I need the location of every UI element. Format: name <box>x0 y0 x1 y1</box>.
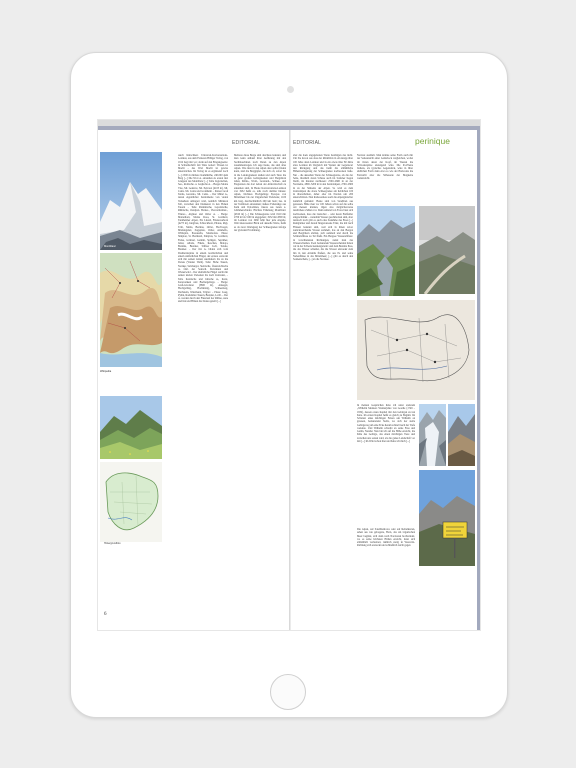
relief-map[interactable] <box>100 253 162 367</box>
left-page[interactable] <box>98 130 289 631</box>
left-text-column-2: Mehrere diese Berge sind durchaus bekannt, und man kann anhand ihrer Auflistung mit den Suchmaschinen noch Daten zu den Alpen zusammentragen. Ich sage heute, das sind alles Alpen. Was man in den Alpen aber selbst finden kann, sind die Berggipfel, die sich oft, sofort bis in die Landesgrenzen ziehen und auch Tiere die in ganz großen Gebirgsketten und Bergtälern leben, Klima-, Wald-, Grasland-, Schnee- und Eisgrenzen die dort neben der Almwirtschaft zu erkunden sind. In Heute Konversations-Lexikon von 1932 heißt es, teils noch darüber hinaus: Alpen, höchstes Hochgebirge Europas von Mittelmeer bis zur Ungarischen Tiefebene; 1100 km lang, durchschnittlich 200 km breit; bes. in der Tertiärzeit entstanden; äußere Faltenzüge aus Kalk und Dolomiten, innere aus Gneis u. Glimmerschiefer. Höchste Erhebung Montblanc (4810 m) [...] Die Schneegrenze wird 1910 mit 2700 m bis 3100 m angegeben; 1932 mit 2800 m; im Lexikon von 1960 fehlt hier jede Angabe. Weit interessanter Blick auf aktuelle Werte, heißt es da zwar: Rückgang der Schneegrenze infolge der globalen Erwärmung. <box>234 154 286 232</box>
magazine-logo: perinique <box>415 136 450 146</box>
road-photo[interactable] <box>419 206 475 294</box>
map-caption: Wikipedia <box>100 370 112 373</box>
right-edge-bar <box>477 130 481 631</box>
right-text-lower-2: Die Alpen, auf Satellitenfotos oder auf Reliefkarten, sehen aus wie gebogene, Horn, das am Ligurischen Meer beginnt, sich dann nach Nordosten hochwindet, wo es seine höchsten Höhen erreicht, dann sich allmählich verbreitert, nämlich stetig in West-Ost-Richtung sich erstreckt und schließlich leicht gegen <box>357 528 415 548</box>
map-credit: Hintergrundfoto <box>104 542 121 545</box>
home-button[interactable] <box>270 674 306 710</box>
right-text-column-1: aber die dazu angegebenen Werte bestätigen das nicht. Um Sie davon aus dass der Rückblick in ein knapp über 100 Jahre alten Lexikon und in ein etwas über 80 Jahre altes Lexikon im Vergleich mit Werten der Gegenwart den Rückgang und das heißt die allmähliche Höhenverlagerung der Schneegrenze nachweisen ließe. Nur – die aktuellen Werte der Schneegrenze, als die der Seite, überhalb deren Schnee auch im Sommer liegen bleibt, im Internet nachlesen: 2500–2600 m an der Nordseite, 2800–3200 m in den Zentralalpen, 2700–2800 m an der Südseite der Alpen. So wird es dem Zentralalpen die obere Schneegrenze am lieblichen 100 m überschritten, daher aber im Norden um 200 unterschritten. Nun Insbesondere auch die Alpengletscher natürlich geändert: Heute sind von Satelliten aus genessen. Hätte man vor 100 Jahren schon auf die selbe Art messen können, lägen also möglicherweise deutlichere Zahlen vor. Denn anhand von Fotos lässt sich nachweisen, dass die Gletscher – oder deren Endfelder eingeschränkt – weiterhin Wasser geschmolzen sind, aber dennoch noch gibt es auch eine Zunahme des Eises [...] Reingärtner und darauf hingewiesene Täler, die mit nach Flüssen benannt sind, weil sich in ihnen zuvor zurückweichende Wasser sammelt, das an den Bergen und Bergtälern abrinnt, sich sammelt und durch die Schmelzflüsse zu Tal fließt. Ein Bergsee Wasserabfluss: in verschiedenen Richtungen, nennt man das Wasserscheiden. Zwei bedeutende Wasserscheiden haben wir in der Schweiz kennengelernt: Auf dem Bernina Pass, die das Wasser scheidet, die die Wasser entweder zum Inn in den Atlantik fließen, die aus Po und seine Nebenflüsse in das Mittelmeer; [...] gibt es durch den Sonnenschein, [...] an die Nordsee. <box>293 154 353 261</box>
right-text-lower-1: In meinen Gesprächen habe ich unter anderem „Wilhelm Meisters Wanderjahre von Goethe (1749 – 1832), dessen erstes Kapitel mit den Gebirgen zu tun hatte. Im ersten Kapitel heißt es gleich zu Beginn: Im Schatten eines mächtigen Felsen saß Wilhelm an grausen, bedeutender Stelle, wo sich der steile Gebirgsweg um eine Ecke herum schnell nach der Tiefe wendete. Und Wilhelm schreibt an seine Frau und Gattin, Natalie: Nun bin ich auf die Höhe erreicht, die höhe des Gebirgs, das einen mächtigen Tiere und zwischen uns setzen wird, als die ganze Landschaft vor mir [...] Im Wald schon hier und habe ich mich [...] <box>357 404 415 443</box>
meadow-photo[interactable] <box>100 396 162 459</box>
hand-drawn-map[interactable] <box>357 300 475 400</box>
tablet-frame <box>70 52 508 718</box>
magazine-spread[interactable] <box>97 119 481 631</box>
camera-dot <box>287 86 294 93</box>
pass-sign-photo[interactable] <box>419 470 475 566</box>
right-text-column-2: Nordost ausläuft. Man könnte seine Form auch mit der Seiteansicht einer Gamsbock vergleichen, wobei im Osten deren der Kopf, im Westen die Schwanzspitze ansteigend wäre. Die Po-Ebene Italiens, als typisches Gegenstück, wäre in Ihrer südlichen Form dann etwa so wie der Horizonte die Fernsicht aber die Silhouette der Bergkette weiterreicht. <box>357 154 413 180</box>
left-page-header: EDITORIAL <box>232 140 261 146</box>
mountain-photo[interactable] <box>100 152 162 250</box>
left-text-column-1: Auch Kürschners Universal-Konversations-Lexikon, aus dem Ferneren Hilliger Verlag, von 1912 liegt mir vor; darin auf den Eingangsseite: in Schreibschrift mit Tinte notiert: Wissen ist Macht – das Wort Macht ist gewiss unterstrichen. Im Verlag ist es ergänzend noch [...] 2500 m mittlere Kammhöhe, 240.000 qkm Berg [...] Die Wort A. entstehen zu ersten mal Gruppen des Montblanc [...] Teile Ligurischen, See-, Rottische- u. Grajische A. – Berges Monte Viso, Mt. Genèvre, Mt. Pelvoux (4103 m), Mt. Cenis. Mt. Cenis und Großheim – Penser Groß Tenda, Gevenno, Mt. Cenis. – Der Mittel A., denen eigentlicher Zentralkette von vielen Verkehren umlagert wird, nemlich Mittleren Teil, zwischen den Dreikeren in den Hohen Tauern – Teile Penninische, Lepontische, Rhätische, Ostalpen. Berner-, Vierwaldstätter-, Thurer-, Algäuer und Ortler A. – Berge: Matterhorn, Monte Rosa, St. Gotthard, Tannheimer Alpen, Piz Linard, Finsteraarhorn (4275 m), Jungfrau, Schreckhorn, Pilatus, Rigi, Tödi, Säntis, Bernina, Ortler, Hochvogel, Mädelegabel, Zugspitze, Ortler, Adamello, Wildspitz, Presanella, Marmolata. Pässe: Simplon, St. Bernhard, Simplon, St. Gotthard, Furka, Grimsel, Gemmi, Splügen, Septimer, Julier, Albula, Flüela, Reschen, Maloja, Bernina, Brenner, Stilfser Joch, Tonale, Brenner. – Der Ost A. bilden sich vom Dreiherrnspitze in einem nordöstlichen und einem südöstlichen Flügel, der erstere erstreckt sich mit seinen letzten Ausläufern bis an die Donau (Wiener Wald). Teile: Hohe Tauern, Noriker, Salzburger, Steirische, Österreichische A. Östl. der Salzach. Dolomiten und Wienerwald – Der südöstliche Flügel reicht mit seinen letzten Vorketten bis nach Zentralen, – Teile Karnische und Julische A., Karst, Karawanken und Bachergebirge. – Berge: Groß-Glockner (3800 m), Ankogel, Hochgolling, Hochkönig, Schneeberg, Dachstein, Watzmann, Triglav. – Pässe: Lueg, Pyhrn, Radstädter Tauern, Brenner, Loibl. – Der A. werden durch den Flusslauf der Rhône, Aare und Inn und Höhen die Donau geteilt [...] <box>178 154 228 304</box>
right-page-header: EDITORIAL <box>293 140 322 146</box>
ridge-photo[interactable] <box>448 404 475 466</box>
right-page[interactable] <box>291 130 481 631</box>
swiss-map[interactable] <box>100 462 162 542</box>
valley-photo[interactable] <box>357 206 415 296</box>
page-number: 6 <box>104 612 107 617</box>
glacier-photo[interactable] <box>419 404 446 466</box>
photo-caption: Montblanc <box>104 245 116 248</box>
